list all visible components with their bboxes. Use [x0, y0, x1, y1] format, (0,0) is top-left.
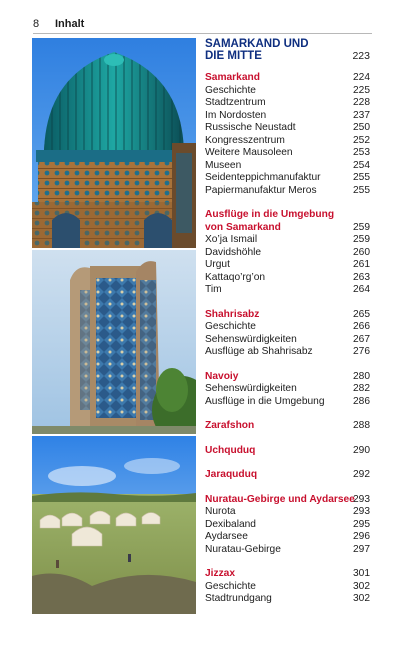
- toc-entry[interactable]: [205, 147, 370, 160]
- toc-page-number: 302: [353, 580, 370, 592]
- toc-page-number: 293: [353, 493, 370, 505]
- toc-heading-label: Shahrisabz: [205, 308, 260, 320]
- toc-heading-label: Navoiy: [205, 370, 239, 382]
- toc-entry[interactable]: [205, 581, 370, 594]
- toc-entry-label: Sehenswürdigkeiten: [205, 383, 297, 394]
- toc-entry[interactable]: [205, 506, 370, 519]
- toc-page-number: 259: [353, 221, 370, 233]
- toc-heading-label: Samarkand: [205, 72, 260, 83]
- toc-entry[interactable]: [205, 185, 370, 198]
- toc-entry-label: Geschichte: [205, 84, 256, 96]
- toc-page-number: 290: [353, 444, 370, 456]
- toc-entry-label: Museen: [205, 159, 242, 171]
- toc-entry-label: Xo’ja Ismail: [205, 234, 258, 245]
- region-title: [205, 38, 370, 62]
- toc-entry-label: Davidshöhle: [205, 246, 262, 258]
- toc-page-number: 259: [353, 234, 370, 245]
- toc-entry[interactable]: [205, 334, 370, 347]
- toc-section: [205, 371, 370, 409]
- toc-page-number: 252: [353, 134, 370, 146]
- toc-page-number: 261: [353, 259, 370, 270]
- toc-section-heading[interactable]: [205, 445, 370, 458]
- toc-section: [205, 568, 370, 606]
- region-title-page: 223: [352, 50, 370, 62]
- toc-entry[interactable]: [205, 172, 370, 185]
- toc-entry[interactable]: [205, 593, 370, 606]
- toc-page-number: 250: [353, 122, 370, 133]
- toc-section: [205, 309, 370, 359]
- toc-entry-label: Ausflüge ab Shahrisabz: [205, 346, 313, 357]
- toc-entry-label: Russische Neustadt: [205, 122, 296, 133]
- toc-entry[interactable]: [205, 383, 370, 396]
- toc-page-number: 267: [353, 333, 370, 345]
- toc-section: [205, 445, 370, 458]
- toc-entry[interactable]: [205, 259, 370, 272]
- toc-page-number: 225: [353, 84, 370, 96]
- toc-page-number: 276: [353, 346, 370, 357]
- toc-section: [205, 72, 370, 197]
- toc-heading-label: Jizzax: [205, 568, 236, 579]
- toc-page-number: 265: [353, 308, 370, 320]
- toc-section-heading[interactable]: [205, 72, 370, 85]
- toc-section-heading[interactable]: [205, 222, 370, 235]
- toc-entry[interactable]: [205, 234, 370, 247]
- portal-ruin-photo: [32, 250, 196, 434]
- toc-heading-label: Jaraquduq: [205, 469, 258, 480]
- toc-entry[interactable]: [205, 346, 370, 359]
- toc-entry[interactable]: [205, 284, 370, 297]
- toc-heading-label: Zarafshon: [205, 420, 255, 431]
- toc-entry[interactable]: [205, 519, 370, 532]
- toc-entry[interactable]: [205, 160, 370, 173]
- toc-page-number: 255: [353, 184, 370, 196]
- toc-entry-label: Stadtrundgang: [205, 593, 272, 604]
- toc-entry-label: Sehenswürdigkeiten: [205, 333, 297, 345]
- toc-page-number: 302: [353, 593, 370, 604]
- toc-entry-label: Kongresszentrum: [205, 134, 285, 146]
- toc-entry-label: Weitere Mausoleen: [205, 147, 293, 158]
- toc-entry[interactable]: [205, 272, 370, 285]
- toc-page-number: 293: [353, 506, 370, 517]
- page-number: 8: [33, 18, 40, 30]
- toc-page-number: 224: [353, 72, 370, 83]
- toc-page-number: 286: [353, 395, 370, 407]
- toc-entry-label: Nuratau-Gebirge: [205, 543, 281, 555]
- table-of-contents: [205, 38, 370, 618]
- toc-section-heading[interactable]: [205, 494, 370, 507]
- toc-page-number: 254: [353, 159, 370, 171]
- toc-entry[interactable]: [205, 247, 370, 260]
- toc-section-heading[interactable]: [205, 309, 370, 322]
- toc-entry-label: Im Nordosten: [205, 109, 267, 121]
- toc-section: [205, 420, 370, 433]
- toc-entry-label: Papiermanufaktur Meros: [205, 184, 317, 196]
- toc-entry-label: Nurota: [205, 506, 236, 517]
- toc-page-number: 228: [353, 97, 370, 108]
- toc-heading-label: Uchquduq: [205, 444, 256, 456]
- toc-page-number: 292: [353, 469, 370, 480]
- yurt-camp-photo: [32, 436, 196, 614]
- toc-entry[interactable]: [205, 85, 370, 98]
- toc-entry[interactable]: [205, 531, 370, 544]
- toc-entry-label: Ausflüge in die Umgebung: [205, 395, 325, 407]
- toc-entry[interactable]: [205, 110, 370, 123]
- toc-section-heading[interactable]: [205, 568, 370, 581]
- dome-photo: [32, 38, 196, 248]
- toc-page-number: 297: [353, 543, 370, 555]
- toc-section: [205, 494, 370, 557]
- toc-page-number: 260: [353, 246, 370, 258]
- header-title: Inhalt: [55, 18, 85, 30]
- toc-entry[interactable]: [205, 321, 370, 334]
- toc-entry-label: Tim: [205, 284, 222, 295]
- toc-entry-label: Kattaqo’rg’on: [205, 271, 266, 283]
- toc-page-number: 255: [353, 172, 370, 183]
- toc-sections: [205, 72, 370, 606]
- toc-entry-label: Geschichte: [205, 580, 256, 592]
- toc-heading-label: Nuratau-Gebirge und Aydarsee: [205, 493, 355, 505]
- toc-entry[interactable]: [205, 544, 370, 557]
- toc-section: [205, 469, 370, 482]
- toc-page-number: 253: [353, 147, 370, 158]
- toc-section: [205, 209, 370, 297]
- toc-page-number: 288: [353, 420, 370, 431]
- toc-entry-label: Stadtzentrum: [205, 97, 266, 108]
- toc-section-heading[interactable]: [205, 209, 370, 222]
- toc-page-number: 295: [353, 518, 370, 530]
- toc-page-number: 280: [353, 370, 370, 382]
- region-title-line: SAMARKAND UND: [205, 38, 309, 50]
- toc-entry[interactable]: [205, 135, 370, 148]
- region-title-line: DIE MITTE: [205, 50, 262, 62]
- toc-heading-label: von Samarkand: [205, 221, 281, 233]
- toc-page-number: 237: [353, 109, 370, 121]
- page-header: [33, 17, 372, 34]
- toc-entry[interactable]: [205, 396, 370, 409]
- toc-page-number: 301: [353, 568, 370, 579]
- toc-entry-label: Aydarsee: [205, 531, 248, 542]
- toc-section-heading[interactable]: [205, 469, 370, 482]
- toc-page-number: 282: [353, 383, 370, 394]
- toc-entry-label: Geschichte: [205, 321, 256, 332]
- toc-section-heading[interactable]: [205, 371, 370, 384]
- toc-page-number: 266: [353, 321, 370, 332]
- toc-entry-label: Urgut: [205, 259, 230, 270]
- toc-page-number: 264: [353, 284, 370, 295]
- toc-entry[interactable]: [205, 122, 370, 135]
- toc-page-number: 263: [353, 271, 370, 283]
- toc-section-heading[interactable]: [205, 420, 370, 433]
- toc-entry-label: Seidenteppichmanufaktur: [205, 172, 321, 183]
- toc-heading-label: Ausflüge in die Umgebung: [205, 209, 335, 220]
- toc-page-number: 296: [353, 531, 370, 542]
- toc-entry[interactable]: [205, 97, 370, 110]
- toc-entry-label: Dexibaland: [205, 518, 256, 530]
